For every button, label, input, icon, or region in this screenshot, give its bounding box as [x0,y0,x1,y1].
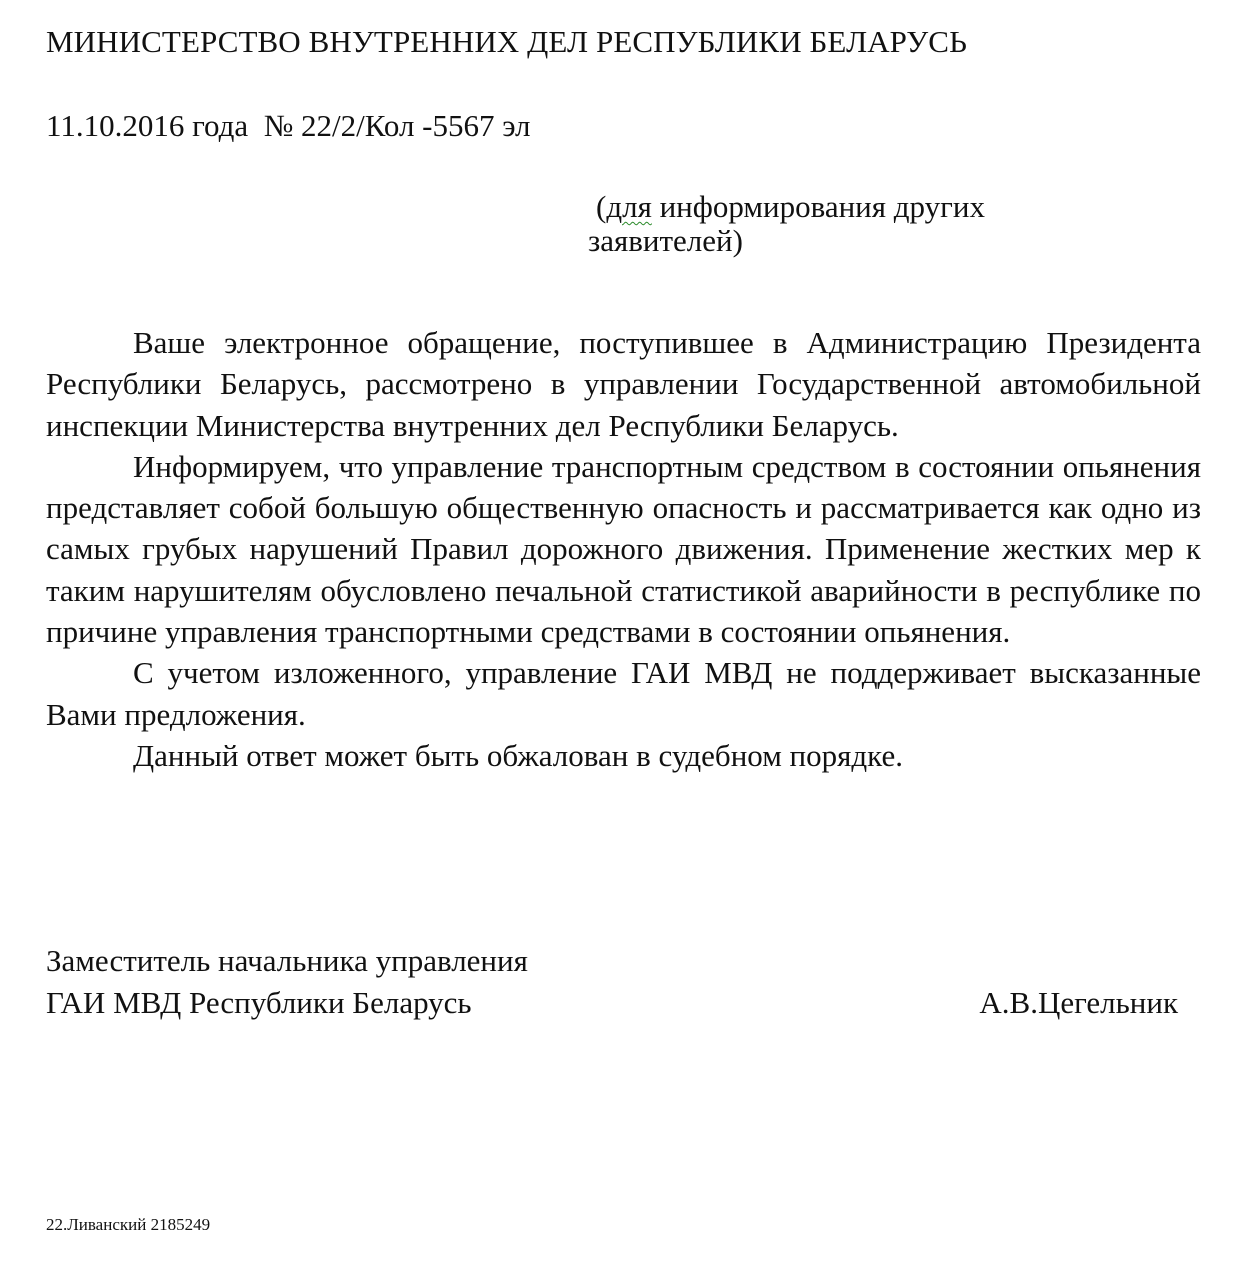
body-paragraph-2: Информируем, что управление транспортным средством в состоянии опьянения представляет собой большую общественную опасность и рассматривается как одно из самых грубых нарушений Правил дорожного движения. Применение жестких мер к таким нарушителям обусловлено печальной статистикой аварийности в республике по причине управления транспортными средствами в состоянии опьянения. [46,448,1201,650]
signer-name: А.В.Цегельник [979,985,1178,1020]
note-line-1-rest: информирования других [651,189,985,224]
signer-position-line-1: Заместитель начальника управления [46,943,528,978]
signature-row-2 [46,982,1186,1024]
note-spellcheck-word: для [606,189,652,224]
signature-row-1 [46,940,1186,982]
body-paragraph-1: Ваше электронное обращение, поступившее в Администрацию Президента Республики Беларусь, рассмотрено в управлении Государственной автомобильной инспекции Министерства внутренних дел Республики Беларусь. [46,325,1201,443]
note-open-paren: ( [596,189,607,224]
reference-line [46,106,530,146]
executor-footnote: 22.Ливанский 2185249 [46,1215,211,1234]
letter-number: № 22/2/Кол -5567 эл [263,108,531,143]
distribution-note-line-1 [588,190,1068,224]
signer-position-line-2: ГАИ МВД Республики Беларусь [46,985,472,1020]
ministry-header: МИНИСТЕРСТВО ВНУТРЕННИХ ДЕЛ РЕСПУБЛИКИ БЕЛАРУСЬ [46,24,967,59]
signature-block [46,940,1186,1024]
distribution-note-line-2: заявителей) [588,223,743,258]
letter-date: 11.10.2016 года [46,108,249,143]
body-paragraph-3: С учетом изложенного, управление ГАИ МВД не поддерживает высказанные Вами предложения. [46,655,1201,732]
letter-body [46,322,1201,776]
body-paragraph-4: Данный ответ может быть обжалован в судебном порядке. [133,737,903,773]
distribution-note [588,190,1068,258]
